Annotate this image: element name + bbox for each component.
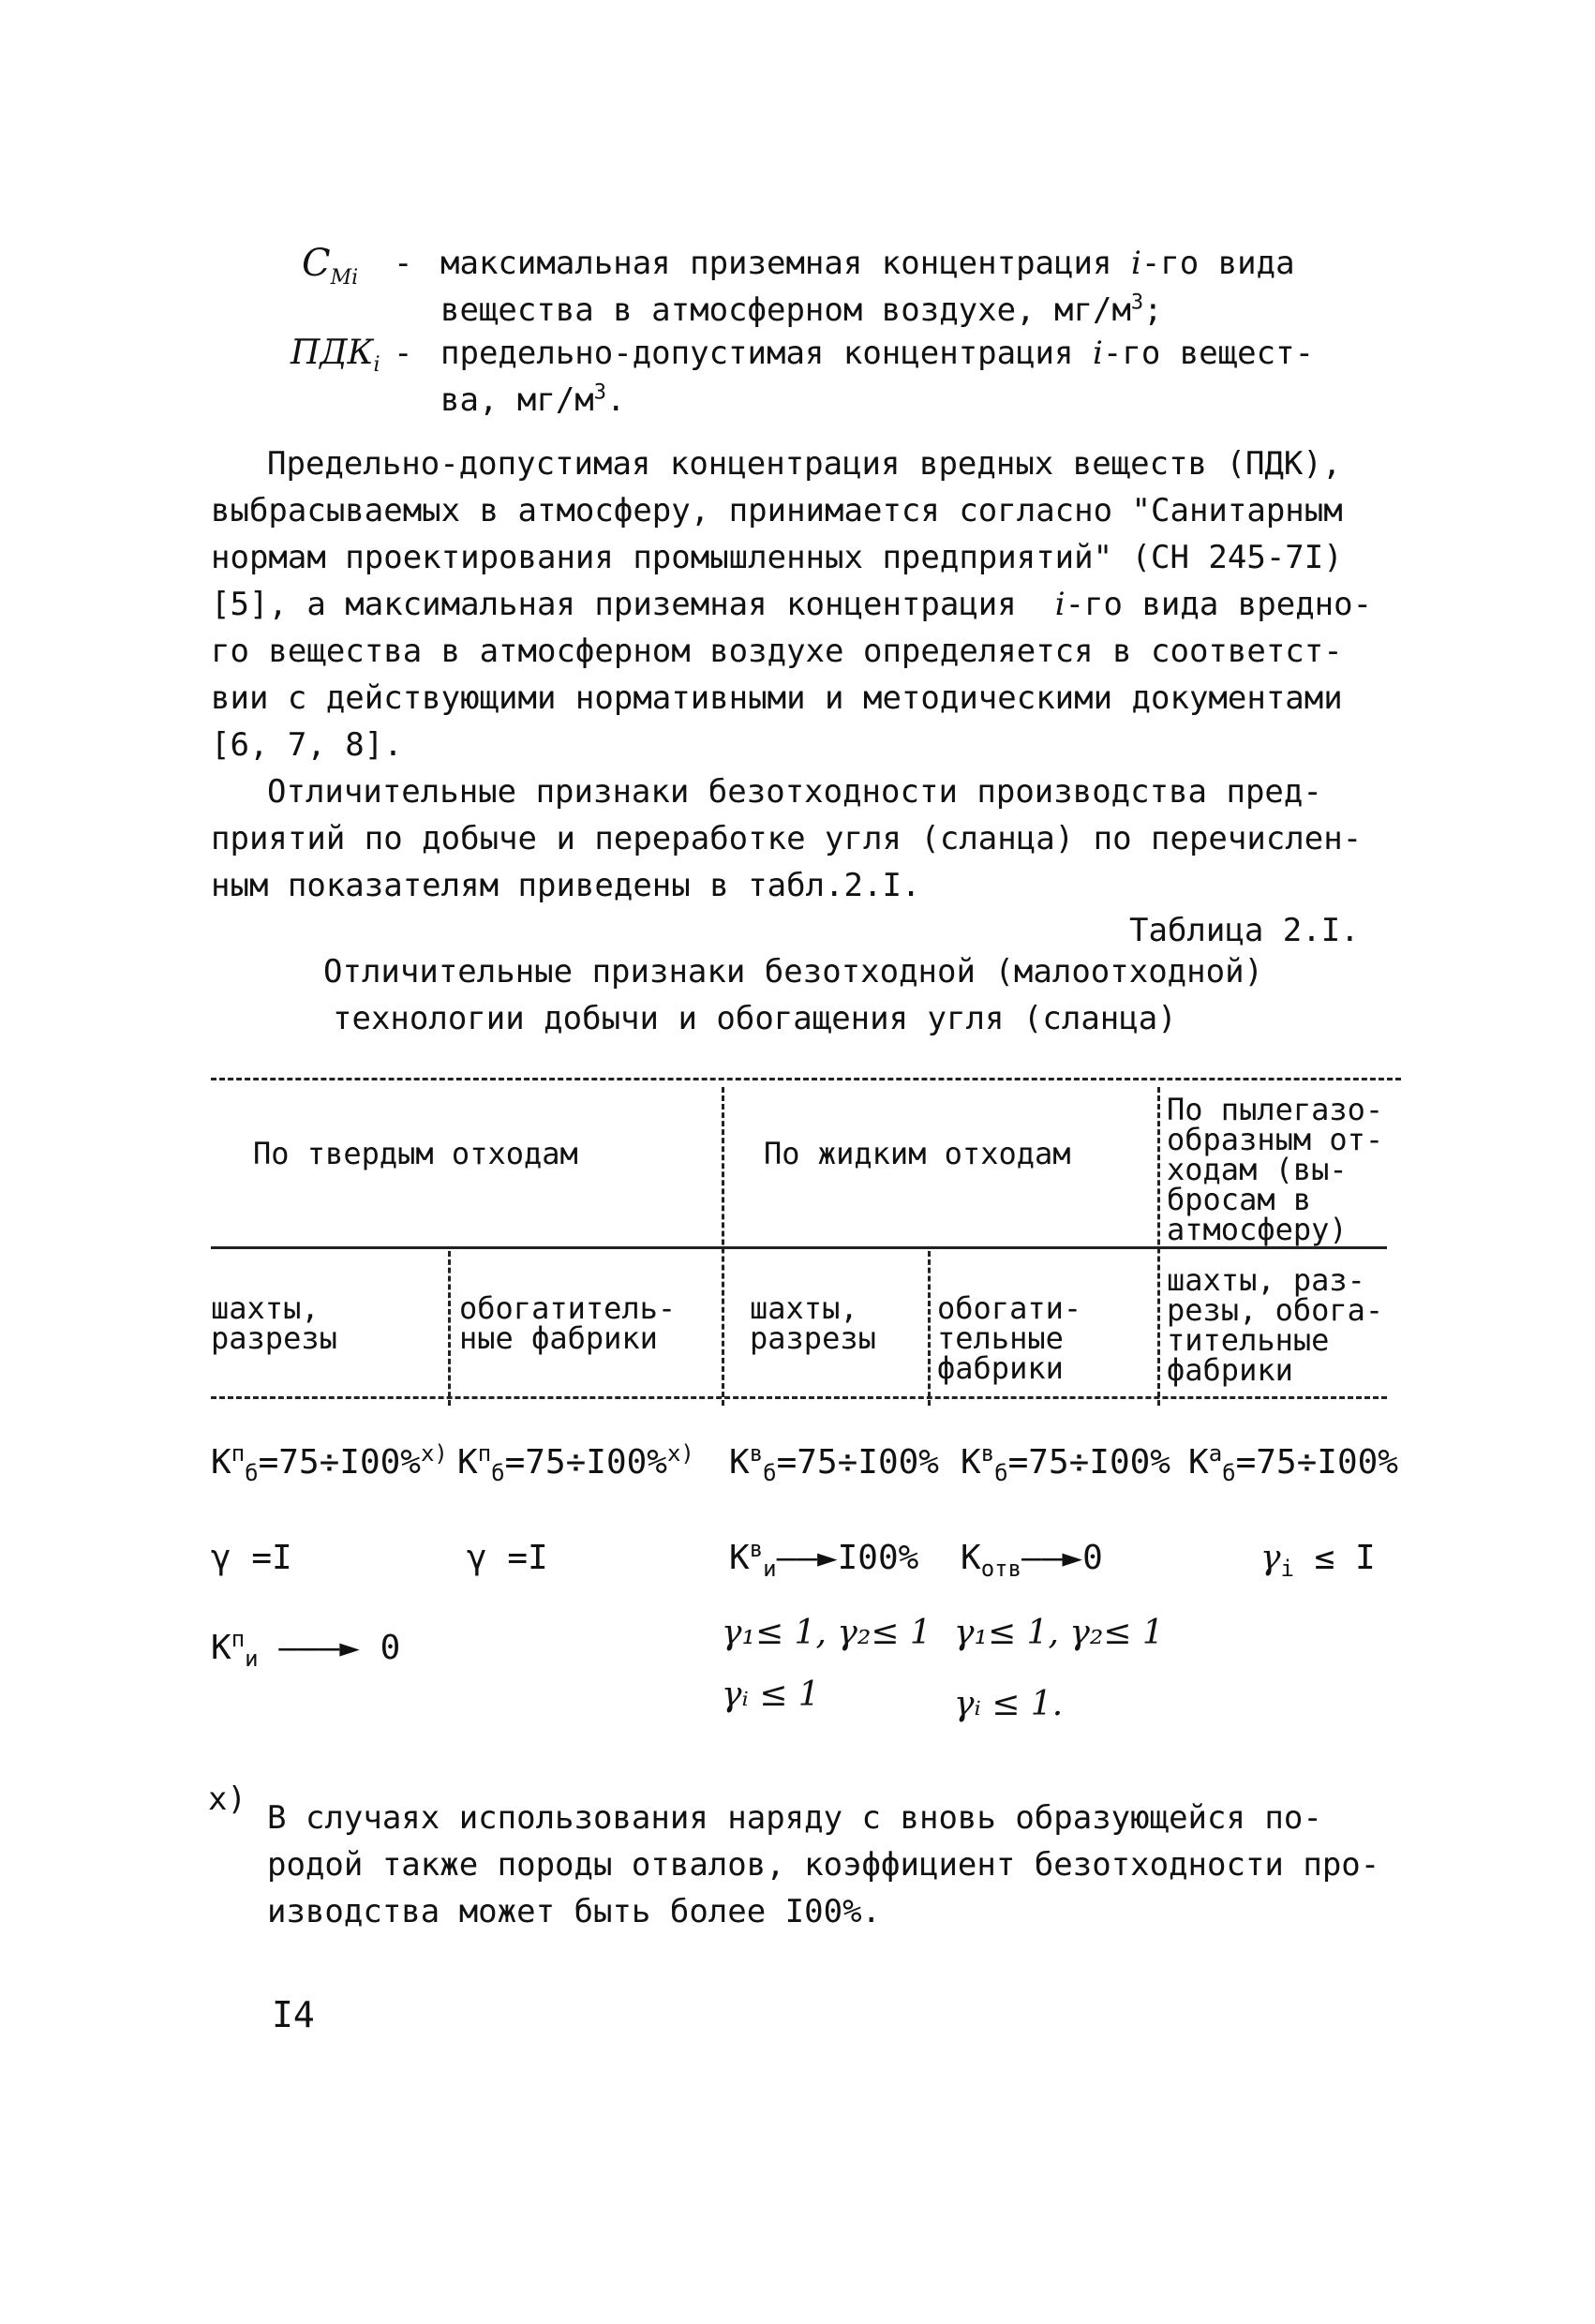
def-symbol-cmi: $C_{Mi}$ bbox=[302, 242, 359, 290]
table-col-separator bbox=[1157, 1087, 1160, 1406]
table-col-separator bbox=[448, 1251, 451, 1406]
table-subheader: шахты, раз- резы, обога- тительные фабрики bbox=[1167, 1262, 1384, 1388]
table-cell-formula: $К^в_б=75\div I00\%$ bbox=[729, 1440, 939, 1487]
footnote-mark: х) bbox=[208, 1780, 246, 1818]
table-cell-formula: $К^в_б=75\div I00\%$ bbox=[961, 1440, 1170, 1487]
table-cell-handwritten: γ₁≤ 1, γ₂≤ 1 bbox=[954, 1614, 1164, 1652]
table-group-header-solid: По твердым отходам bbox=[253, 1136, 578, 1171]
def-pdk-line1: предельно-допустимая концентрация i-го вещест- bbox=[440, 335, 1315, 372]
table-subheader: обогатитель- ные фабрики bbox=[459, 1290, 677, 1356]
table-cell-handwritten: γᵢ ≤ 1 bbox=[722, 1676, 820, 1714]
footnote-line: изводства может быть более I00%. bbox=[267, 1893, 882, 1930]
table-cell-formula: $\gamma_i \le I$ bbox=[1260, 1539, 1376, 1583]
table-cell-formula: $К^п_б=75\div I00\%^{х)}$ bbox=[457, 1440, 694, 1487]
table-title: Отличительные признаки безотходной (малоотходной) bbox=[323, 953, 1264, 991]
table-cell-formula: $К^п_и$ ———► 0 bbox=[211, 1626, 401, 1673]
paragraph-line: ным показателям приведены в табл.2.I. bbox=[211, 867, 921, 904]
def-dash: - bbox=[394, 245, 413, 282]
paragraph-line: вии с действующими нормативными и методическими документами bbox=[211, 679, 1343, 717]
table-cell-handwritten: γᵢ ≤ 1. bbox=[954, 1685, 1064, 1723]
paragraph-line: нормам проектирования промышленных предприятий" (СН 245-7I) bbox=[211, 539, 1343, 576]
table-cell-formula: $К^а_б=75\div I00\%$ bbox=[1188, 1440, 1398, 1487]
table-title: технологии добычи и обогащения угля (сланца) bbox=[333, 1000, 1177, 1037]
table-group-header-gas: По пылегазо- образным от- ходам (вы- бросам в атмосферу) bbox=[1167, 1092, 1384, 1247]
def-dash: - bbox=[394, 335, 413, 372]
table-group-header-liquid: По жидким отходам bbox=[764, 1136, 1071, 1171]
table-cell-formula: $К^в_и——►I00\%$ bbox=[729, 1536, 919, 1583]
table-col-separator bbox=[722, 1087, 724, 1406]
table-cell-formula: $К_{отв}——►0$ bbox=[961, 1539, 1103, 1583]
def-symbol-pdk: $ПДК_i$ bbox=[291, 334, 380, 378]
table-top-rule bbox=[211, 1078, 1401, 1080]
table-subheader: шахты, разрезы bbox=[211, 1290, 337, 1356]
paragraph-line: [5], а максимальная приземная концентрация i-го вида вредно- bbox=[211, 586, 1373, 623]
footnote-line: родой также породы отвалов, коэффициент безотходности про- bbox=[267, 1846, 1380, 1884]
table-cell-formula: γ =I bbox=[211, 1539, 292, 1577]
table-cell-handwritten: γ₁≤ 1, γ₂≤ 1 bbox=[722, 1614, 932, 1652]
paragraph-line: [6, 7, 8]. bbox=[211, 726, 403, 764]
table-cell-formula: $К^п_б=75\div I00\%^{х)}$ bbox=[211, 1440, 448, 1487]
table-cell-formula: γ =I bbox=[467, 1539, 548, 1577]
table-label: Таблица 2.I. bbox=[1129, 912, 1360, 949]
paragraph-line: выбрасываемых в атмосферу, принимается согласно "Санитарным bbox=[211, 492, 1343, 529]
paragraph-line: го вещества в атмосферном воздухе определяется в соответст- bbox=[211, 633, 1343, 670]
footnote-line: В случаях использования наряду с вновь образующейся по- bbox=[267, 1799, 1322, 1837]
paragraph-line: Отличительные признаки безотходности производства пред- bbox=[267, 773, 1322, 811]
def-cmi-line1: максимальная приземная концентрация i-го вида bbox=[440, 245, 1295, 282]
table-subheader: шахты, разрезы bbox=[750, 1290, 876, 1356]
paragraph-line: Предельно-допустимая концентрация вредных веществ (ПДК), bbox=[267, 445, 1342, 483]
def-pdk-line2: ва, $мг/м^3$. bbox=[440, 380, 626, 419]
def-cmi-line2: вещества в атмосферном воздухе, $мг/м^3$; bbox=[440, 290, 1163, 329]
page-number: I4 bbox=[272, 1994, 315, 2035]
paragraph-line: приятий по добыче и переработке угля (сланца) по перечислен- bbox=[211, 820, 1363, 857]
table-subheader-rule bbox=[211, 1396, 1387, 1399]
table-subheader: обогати- тельные фабрики bbox=[937, 1290, 1082, 1386]
table-col-separator bbox=[928, 1251, 931, 1406]
